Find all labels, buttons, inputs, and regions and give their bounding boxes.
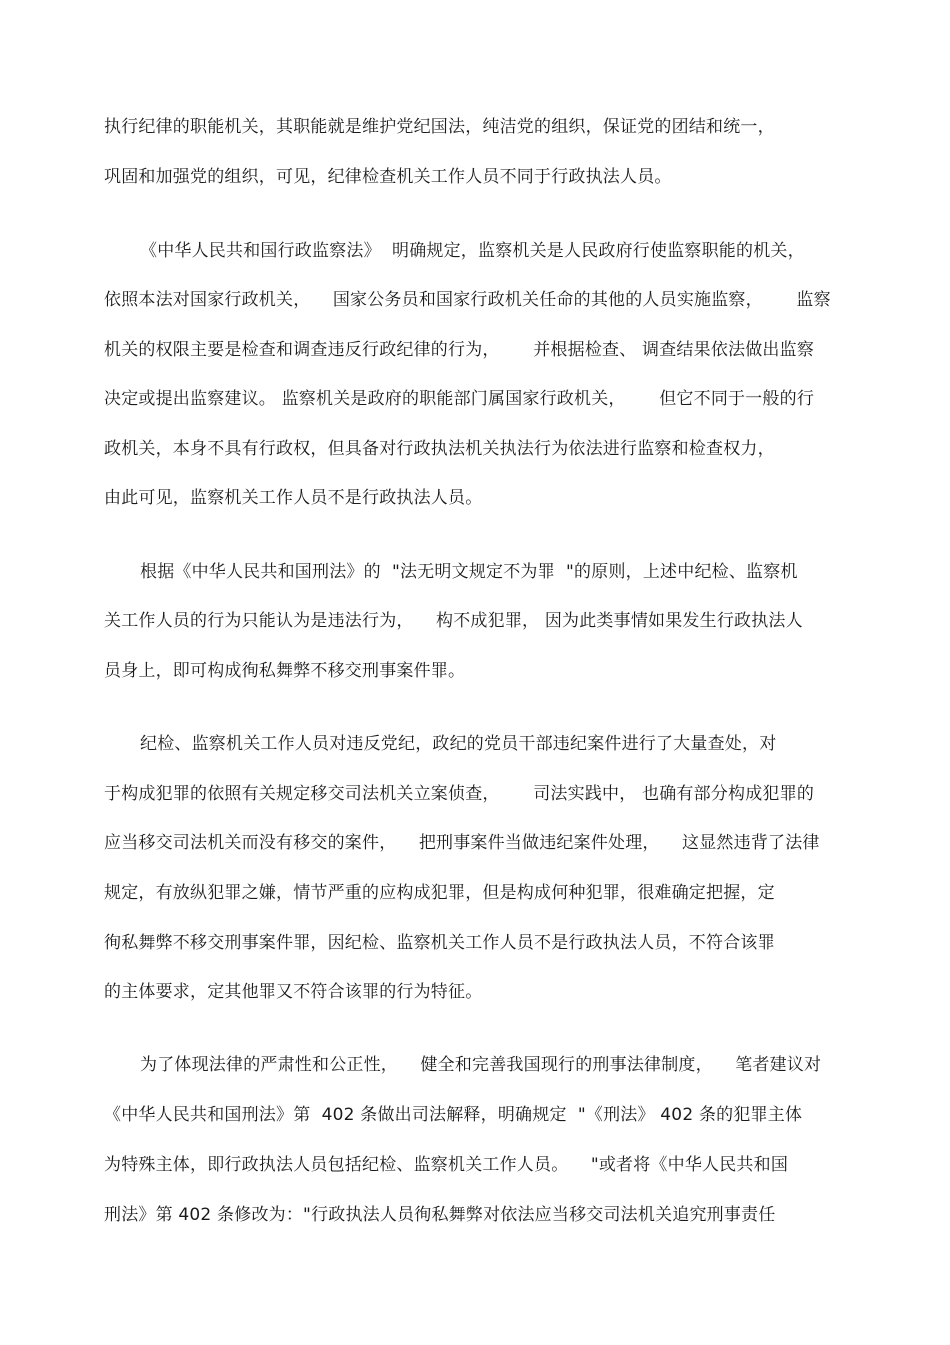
text-line: 的主体要求，定其他罪又不符合该罪的行为特征。 bbox=[104, 982, 483, 1002]
text-line: 由此可见，监察机关工作人员不是行政执法人员。 bbox=[104, 488, 483, 508]
text-line: 为了体现法律的严肃性和公正性， 健全和完善我国现行的刑事法律制度， 笔者建议对 bbox=[140, 1055, 822, 1075]
text-line: 决定或提出监察建议。 监察机关是政府的职能部门属国家行政机关， 但它不同于一般的行 bbox=[104, 389, 815, 409]
text-line: 关工作人员的行为只能认为是违法行为， 构不成犯罪， 因为此类事情如果发生行政执法人 bbox=[104, 611, 803, 631]
text-line: 应当移交司法机关而没有移交的案件， 把刑事案件当做违纪案件处理， 这显然违背了法律 bbox=[104, 833, 820, 853]
text-line: 为特殊主体，即行政执法人员包括纪检、监察机关工作人员。 "或者将《中华人民共和国 bbox=[104, 1155, 789, 1175]
text-line: 《中华人民共和国刑法》第 402 条做出司法解释，明确规定 "《刑法》 402 条的犯罪主体 bbox=[104, 1105, 803, 1125]
text-line: 巩固和加强党的组织，可见，纪律检查机关工作人员不同于行政执法人员。 bbox=[104, 167, 672, 187]
text-line: 刑法》第 402 条修改为："行政执法人员徇私舞弊对依法应当移交司法机关追究刑事责任 bbox=[104, 1205, 776, 1225]
text-line: 纪检、监察机关工作人员对违反党纪，政纪的党员干部违纪案件进行了大量查处，对 bbox=[140, 734, 777, 754]
text-line: 规定，有放纵犯罪之嫌，情节严重的应构成犯罪，但是构成何种犯罪，很难确定把握，定 bbox=[104, 883, 775, 903]
text-line: 于构成犯罪的依照有关规定移交司法机关立案侦查， 司法实践中， 也确有部分构成犯罪的 bbox=[104, 784, 815, 804]
text-line: 机关的权限主要是检查和调查违反行政纪律的行为， 并根据检查、 调查结果依法做出监察 bbox=[104, 340, 815, 360]
text-line: 依照本法对国家行政机关， 国家公务员和国家行政机关任命的其他的人员实施监察， 监察 bbox=[104, 290, 831, 310]
text-line: 执行纪律的职能机关，其职能就是维护党纪国法，纯洁党的组织，保证党的团结和统一， bbox=[104, 117, 775, 137]
text-line: 《中华人民共和国行政监察法》 明确规定，监察机关是人民政府行使监察职能的机关， bbox=[140, 241, 805, 261]
text-line: 根据《中华人民共和国刑法》的 "法无明文规定不为罪 "的原则，上述中纪检、监察机 bbox=[140, 562, 798, 582]
text-line: 徇私舞弊不移交刑事案件罪，因纪检、监察机关工作人员不是行政执法人员，不符合该罪 bbox=[104, 933, 775, 953]
text-line: 员身上，即可构成徇私舞弊不移交刑事案件罪。 bbox=[104, 661, 466, 681]
text-line: 政机关，本身不具有行政权，但具备对行政执法机关执法行为依法进行监察和检查权力， bbox=[104, 439, 775, 459]
